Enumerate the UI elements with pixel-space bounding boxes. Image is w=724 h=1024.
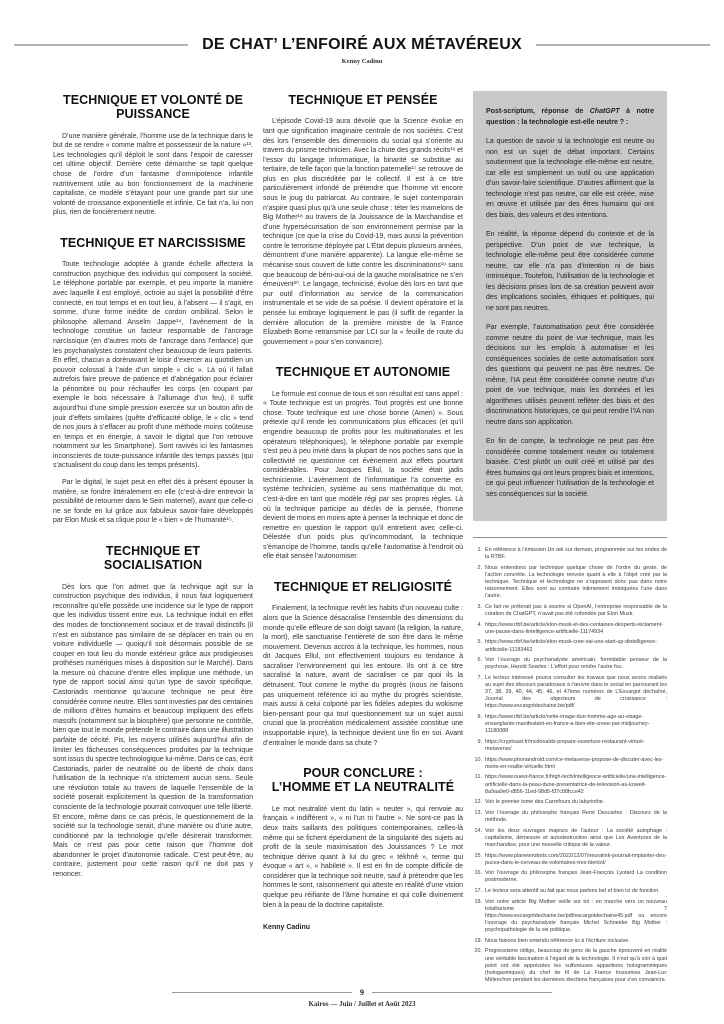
- postscript-paragraph: La question de savoir si la technologie est neutre ou non est un sujet de débat important. Certains soutiennent que la technologie elle-même est neutre, car elle est simplement un outil ou une application d’un savoir-faire scientifique. D’autres affirment que la technologie n’est pas neutre, car elle est créée, mise en œuvre et utilisée par des êtres humains qui ont des biais, des valeurs et des intentions.: [486, 138, 654, 219]
- footnote: 16. Voir l’ouvrage du philosophe français Jean-François Lyotard La condition postmoderne.: [474, 870, 667, 884]
- footnote: 7. Le lecteur intéressé pourra consulter les travaux que nous avons réalisés au sujet des discours paradoxaux à l’œuvre dans le social en parcourant les 37, 38, 39, 40, 44, 45, 46, et 47ème numéros de L’Escargot déchaîné, Journal des objecteurs de croissance : https://www.escargotdechaine.be/pdf/: [477, 674, 667, 710]
- section-heading-conclusion: [269, 766, 457, 795]
- footnote: 8. https://www.rtbf.be/article/cette-image-dun-homme-age-au-visage-ensanglante-manifestant-en-france-a-bien-ete-creee-par-midjourney-11180088: [477, 714, 650, 735]
- section-heading-religiosite: TECHNIQUE ET RELIGIOSITÉ: [273, 580, 453, 595]
- footnote: 5. https://www.rtbf.be/article/elon-musk-cree-xai-une-start-up-dintelligence-artificielle-11183462: [477, 639, 657, 653]
- page-footer: [0, 988, 724, 1008]
- footer-rule-right: [372, 992, 552, 994]
- footnote: 1. En référence à l’émission Un œil sur demain, programmée sur les ondes de la RTBF.: [477, 547, 667, 561]
- postscript-title: [486, 107, 654, 128]
- page-number-row: [0, 988, 724, 997]
- column-middle: [263, 91, 463, 931]
- footnote: 6. Voir l’ouvrage du psychanalyste américain, formidable penseur de la psychose, Harold Searles : L’effort pour rendre l’autre fou.: [477, 657, 667, 671]
- conclusion-heading-line1: POUR CONCLURE :: [303, 766, 423, 781]
- footnote: 18. Voir notre article Big Mother veille sur toi : en marche vers un nouveau totalitarisme ? https://www.escargotdechaine.be/pdf/escargotdechaine45.pdf ou encore l’ouvrage du psychanalyste français Michel Schneider Big Mother : psychopathologie de la vie politique.: [474, 898, 667, 934]
- footnote: 9. https://cryptoast.fr/mcdonalds-prepare-ouverture-restaurant-virtuel-metaverse/: [477, 738, 645, 752]
- author-signature: Kenny Cadinu: [263, 924, 311, 932]
- postscript-box: [473, 91, 667, 521]
- journal-issue-label: Kairos — Juin / Juillet et Août 2023: [308, 1000, 416, 1008]
- section-heading-volonte-de-puissance: TECHNIQUE ET VOLONTÉ DE PUISSANCE: [62, 93, 244, 122]
- footnote: 2. Nous entendons par technique quelque chose de l’ordre du geste, de l’action concrète. La technologie renvoie quant à elle à l’objet créé par la technique. Technique et technologie ne s’opposent donc pas dans notre raisonnement. Elles sont au contraire intimement imbriquées l’une dans l’autre.: [477, 564, 667, 600]
- paragraph: Le formule est connue de tous et son résultat est sans appel : « Toute technique est un progrès. Tout progrès est une bonne chose. Toute technique est une chose bonne (Amen) ». Sous prétexte qu’il rende les communications plus efficaces (et qu’il engendre beaucoup de profits pour les multinationales et les opérateurs téléphoniques), le téléphone portable par exemple s’est peu à peu invité dans la plupart de nos poches sans que la collectivité ne questionne cet évènement aux effets pourtant considérables. Pour Jacques Ellul, la société était jadis technicienne. L’avènement de l’informatique l’a convertie en système technicien, système au sens mathématique du mot, c’est-à-dire en tant que modèle régi par ses propres règles. Là où la technique participe au déclin de la pensée, l’homme devient de moins en moins apte à penser la technique et donc de remettre en question le rapport qu’il entretient avec celle-ci. Délestée d’un poids plus qu’incommodant, la technique s’émancipe de l’homme, tandis qu’elle l’automatise à l’endroit où elle était sensée l’autonomiser.: [263, 390, 463, 561]
- paragraph: L’épisode Covid-19 aura dévoilé que la Science évolue en tant que signification imaginaire centrale de nos sociétés. C’est dès lors l’ensemble des dimensions du social qui s’oriente au travers du prisme technicien. Avec la chute des grands récits¹⁶ et l’essor du langage informatique, la binarité se substitue au tertiaire, de telle façon que la fonction paternelle¹⁷ se retrouve de plus en plus discréditée par le collectif. Il est à ce titre particulièrement infondé de prétendre que l’homme vit encore sous le joug du patriarcat. Au contraire, le sujet contemporain n’aspire quasi plus qu’à une seule chose : téter les mamelons de Big Mother¹⁸ au travers de la Jouissance de la Marchandise et d’une hypersécurisation de son environnement permise par la technique (ce que la crise du Covid-19, mais aussi la prévention contre le terrorisme déployée par L’État depuis plusieurs années, démontrent d’une manière apparente). La langue elle-même se mécanise sous couvert de lutte contre les discriminations¹⁹ sans que beaucoup de béni-oui-oui de la gauche moralisatrice ne s’en émeuvent²⁰. Le langage, technicisé, évolue dès lors en tant que pur outil d’information au service de la communication instrumentale et se vide de sa poésie. Il devient opératoire et la pensée lui embraye logiquement le pas (il suffit de regarder la dernière allocution de la première ministre de la France Elizabeth Borne retransmise par LCI sur la « feuille de route du gouvernement » pour s’en convaincre).: [263, 118, 463, 346]
- footnote: 17. Le lecteur sera attentif au fait que nous parlons bel et bien ici de fonction.: [474, 888, 660, 894]
- paragraph: D’une manière générale, l’homme use de la technique dans le but de se rendre « comme maître et possesseur de la nature »¹³. Les technologies qu’il déploit le sont dans l’espoir de caresser cet ultime objectif. Derrière cette démarche se tapit quelque chose de l’ordre d’un fantasme d’omnipotence infantile nutritivement utile au bon fonctionnement de la machinerie capitaliste, ce modèle s’étayant pour une grande part sur une volonté de croissance exponentielle et infinie. Ce fait n’a, lui non plus, rien de foncièrement neutre.: [53, 132, 253, 217]
- section-heading-pensee: TECHNIQUE ET PENSÉE: [288, 93, 438, 107]
- postscript-title-prefix: Post-scriptum, réponse de: [486, 108, 590, 115]
- title-rule-right: [536, 44, 710, 46]
- article-author: Kenny Cadinu: [341, 58, 383, 65]
- section-heading-autonomie: TECHNIQUE ET AUTONOMIE: [275, 365, 451, 380]
- postscript-paragraph: Par exemple, l’automatisation peut être considérée comme neutre du point de vue technique, mais les décisions sur les emplois à automatiser et les conséquences sociales de cette automatisation sont des questions qui peuvent ne pas être neutres. De même, l’IA peut être considérée comme neutre d’un point de vue technique, mais les données et les algorithmes utilisés peuvent refléter des biais et des discriminations historiques, ce qui peut rendre l’IA non neutre dans son application.: [486, 324, 654, 426]
- footnote: 14. Voir les deux ouvrages majeurs de l’auteur : La société autophage : capitalisme, démesure et autodestruction ainsi que Les Aventures de la marchandise, pour une nouvelle critique de la valeur.: [474, 827, 667, 848]
- footer-rule-left: [172, 992, 352, 994]
- page-header: [0, 0, 724, 65]
- paragraph: Le mot neutralité vient du latin « neuter », qui renvoie au français « indifférent », « ni l’un ni l’autre ». Ne sont-ce pas là deux traits saillants des politiques contemporaines, celles-là même qui se fichent éperdument de la singularité des sujets au profit de la seule maximisation des Jouissances ? Le mot technique dérive quant à lui du grec « tékhnê », terme qui évoque « art », « habileté ». Il est en fin de compte difficile de considérer que la technique soit neutre, sauf à prétendre que les hommes le sont, raisonnement qui atteste en réalité d’une vision quelque peu réifiante de l’âme humaine et qui colle divinement bien à la peau de la doctrine capitaliste.: [263, 805, 463, 909]
- footnote: 20. Progressisme oblige, beaucoup de gens de la gauche éprouvent en réalité une véritable fascination à l’égard de la technologie. Il n’est qu’à voir à quel point ont été appréciées les sulfureuses apparitions hologrammiques (hologasmiques) du chef de fil de La France Insoumise Jean-Luc Mélenchon pendant les dernières élections françaises pour s’en convaincre.: [474, 948, 667, 983]
- column-right: [473, 91, 667, 988]
- title-row: [0, 36, 724, 54]
- section-heading-socialisation: TECHNIQUE ET SOCIALISATION: [103, 543, 203, 573]
- footnotes-divider: [473, 537, 667, 538]
- section-heading-narcissisme: TECHNIQUE ET NARCISSISME: [60, 235, 246, 250]
- paragraph: Par le digital, le sujet peut en effet dès à présent épouser la matière, se fondre littéralement en elle (c’est-à-dire entrevoir la possibilité de retourner dans le Sein maternel), avant que celle-ci ne se fonde en lui grâce aux fabuleux savoir-faire développés par Elon Musk et sa clique pour le « bien » de l’humanité¹⁵.: [53, 479, 253, 525]
- footnote: 19. Nous faisons bien entendu référence ici à l’écriture inclusive.: [474, 937, 630, 944]
- paragraph: Finalement, la technique revêt les habits d’un nouveau culte : alors que la Science désacralise l’ensemble des dimensions du monde qu’elle effleure de son doigt savant (la religion, la nature, la mort), elle sanctuarise l’entièreté de son être dans le même mouvement. Devenus accros à la technique, les hommes, nous dit Jacques Ellul, ont effectivement toujours eu tendance à sacraliser l’environnement qui les entoure. Ils ont à ce titre sacralisé la nature, avant de sacraliser ce par quoi ils la détruisent. Tout comme le mythe du progrès (nous ne faisons pas uniquement référence ici au mythe du progrès scientiste, mais aussi à celui colporté par les fidèles adeptes du wokisme bien-pensant pour qui tout questionnement sur un sujet aussi crucial que la procréation médicalement assistée constitue une insupportable injure), la technique devient une fin en soi. Avant d’entraîner le monde dans sa chute ?: [263, 605, 463, 747]
- footnote: 13. Voir l’ouvrage du philosophe français René Descartes : Discours de la méthode.: [474, 809, 667, 823]
- paragraph: Toute technologie adoptée à grande échelle affectera la construction psychique des individus qui composent la société. Le téléphone portable par exemple, et peu importe la manière avec laquelle il est employé, octroie au sujet la possibilité d’être connecté, en tout temps et en tout lieu, à l’absent — il s’agit, en somme, d’une forme inédite de cordon ombilical. Selon le philosophe allemand Anselm Jappe¹⁴, l’avènement de la technologie constitue un facteur responsable de l’ancrage narcissique (en d’autres mots de l’ancrage dans l’enfance) que les psychanalystes constatent chez beaucoup de leurs patients. En effet, chacun a dorénavant le loisir d’exercer au quotidien un pouvoir colossal à l’aide d’un simple « clic ». Là où il fallait autrefois faire preuve de patience et d’abnégation pour éclairer la pénombre ou pour réchauffer les corps (en coupant par exemple le bois nécessaire à l’allumage d’un feu), il suffit aujourd’hui d’une simple pression exercée sur un bouton afin de jouir d’effets similaires (quête d’efficacité oblige, le « clic » tend de nos jours à s’effacer au profit d’une méthode moins coûteuse en temps et en énergie, à savoir le digital que l’on retrouve notamment sur les Smartphone). Sont ravivés ici les fantasmes inconscients de toute-puissance infantile des temps passés (qui s’actualisent du coup dans les temps présents).: [53, 261, 253, 470]
- postscript-paragraph: En réalité, la réponse dépend du contexte et de la perspective. D’un point de vue technique, la technologie elle-même peut être considérée comme neutre, car elle n’a pas d’intention ni de biais intrinsèque. Toutefois, l’utilisation de la technologie et les décisions prises lors de sa création peuvent avoir des implications sociales, éthiques et politiques, qui ne sont pas neutres.: [486, 231, 654, 312]
- paragraph: Dès lors que l’on admet que la technique agit sur la construction psychique des individus, il nous faut logiquement reconnaître qu’elle possède une incidence sur le type de rapport que les individus tissent entre eux. La technique induit en effet des modes de fonctionnement sociaux et de travail distinctifs (il n’est en substance pas similaire de se déplacer en train ou en voiture individuelle — quoiqu’il soit désormais possible de se couper en tout lieu du monde extérieur grâce aux prodigieuses prothèses numériques mises à disposition sur le Marché). Dans la mesure où chacune d’entre elles implique une méthode, un type de rapport social ainsi qu’un type de savoir spécifique, Castoriadis mentionne qu’aucune technique ne peut être considérée comme neutre. Elles sont investies par des centaines de millions d’êtres humains et beaucoup impliquent des effets massifs (notamment sur la biosphère) que personne ne contrôle, bien que tout le monde prétende le contraire dans une illustration parfaite de cécité. Pis, les moyens utilisés aujourd’hui afin de limiter les fâcheuses conséquences produites par la technique sont issus du spectre technologique lui-même. Dans ce cas, écrit Castoriadis, parler de neutralité ou de liberté de choix dans l’utilisation de la technique n’a strictement aucun sens. Seule une révolution totale au travers de laquelle l’ensemble de la société poserait explicitement la question de la transformation consciente de la technologie pourrait convoquer une telle liberté. Et encore, même dans ce cas précis, le questionnement de la société sur la technologie serait, d’une manière ou d’une autre, conditionné par la technologie qu’elle désirerait transformer. Mais ce n’est pas pour cette raison que l’homme doit abandonner le projet d’autonomie radicale. C’est peut-être, au contraire, justement pour cette raison qu’il ne doit pas y renoncer.: [53, 583, 253, 879]
- column-left: [53, 91, 253, 887]
- footnote: 4. https://www.rtbf.be/article/elon-musk-et-des-centaines-dexperts-reclament-une-pause-dans-lintelligence-artificielle-11174934: [477, 621, 663, 635]
- footnote: 3. Ce fait ne prêterait pas à sourire si OpenAI, l’entreprise responsable de la création de ChatGPT, n’avait pas été cofondée par Elon Musk.: [477, 603, 667, 617]
- footnote: 11. https://www.ouest-france.fr/high-tech/intelligence-artificielle/une-intelligence-artificielle-dans-la-peau-dune-presentatrice-de-television-au-koweit-8a9aa9e0-d856-11ed-98d5-f37c88fcce42: [474, 774, 667, 795]
- conclusion-heading-line2: L’HOMME ET LA NEUTRALITÉ: [271, 780, 455, 795]
- footnotes-list: [473, 547, 667, 984]
- footnote: 12. Voir le premier tome des Carrefours du labyrinthe.: [474, 799, 605, 806]
- footnote: 15. https://www.planeterobots.com/2022/12/07/neuralink-pourrait-implanter-des-puces-dans-le-cerveau-de-volontaires-tres-bientot/: [474, 852, 667, 866]
- footnote: 10. https://www.phonandroid.com/ce-metaverse-propose-de-discuter-avec-les-morts-en-realite-virtuelle.html: [474, 756, 664, 770]
- article-title: DE CHAT’ L’ENFOIRÉ AUX MÉTAVÉREUX: [202, 36, 522, 53]
- postscript-title-suffix: à notre question : la technologie est-elle neutre ? :: [486, 108, 654, 126]
- chatgpt-label: ChatGPT: [589, 108, 620, 115]
- page-number: 9: [360, 988, 364, 997]
- article-columns: [0, 91, 724, 988]
- postscript-paragraph: En fin de compte, la technologie ne peut pas être considérée comme totalement neutre ou totalement biaisée. C’est plutôt un outil créé et utilisé par des êtres humains qui ont leurs propres biais et intentions, ce qui peut influencer l’utilisation de la technologie et ses conséquences sur la société.: [486, 438, 654, 498]
- title-rule-left: [14, 44, 188, 46]
